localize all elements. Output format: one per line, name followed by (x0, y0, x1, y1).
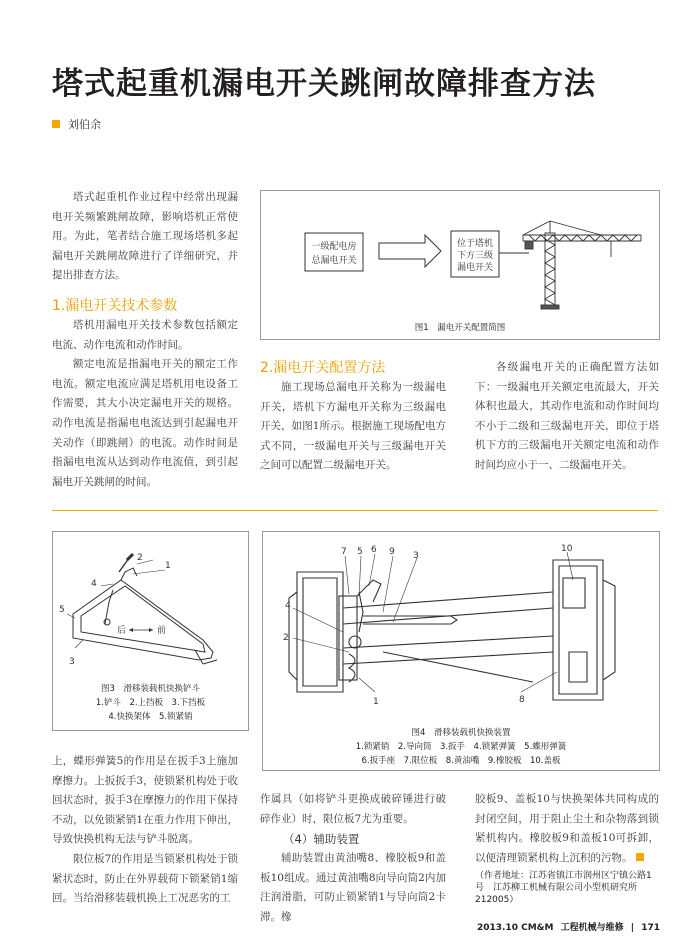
fig1-box2-line2: 下方三级 (456, 251, 494, 261)
page-footer (477, 920, 660, 933)
column-3-top (475, 358, 659, 476)
fig4-caption-title: 图4 滑移装载机快换装置 (411, 728, 511, 738)
fig3-label-5: 5 (59, 605, 65, 615)
footer-page-number: 171 (641, 923, 660, 933)
fig3-caption-line2: 4.快换架体 5.锁紧销 (108, 712, 193, 722)
column-2-bottom (260, 790, 446, 928)
figure-3-caption (53, 682, 248, 724)
fig4-label-7: 7 (341, 547, 347, 557)
fig1-arrow (379, 235, 441, 267)
fig3-arrow-right-label: 前 (157, 626, 167, 636)
footer-separator: | (630, 923, 635, 933)
author-address: （作者地址：江苏省镇江市润州区宁镇公路1号 江苏柳工机械有限公司小型机研究所 212005） (475, 871, 652, 906)
author-name: 刘伯余 (68, 118, 101, 131)
fig1-box2-line1: 位于塔机 (456, 239, 494, 249)
fig3-arrow-left-label: 后 (117, 626, 127, 636)
figure-3 (52, 531, 249, 731)
section-1-paragraph-1: 塔机用漏电开关技术参数包括额定电流、动作电流和动作时间。 (52, 318, 238, 351)
column-3-paragraph-1: 各级漏电开关的正确配置方法如下：一级漏电开关额定电流最大，开关体积也最大，其动作电流和动作时间均不小于二级和三级漏电开关，即位于塔机下方的三级漏电开关额定电流和动作时间均应小于一、二级漏电开关。 (475, 361, 659, 471)
tower-crane-illustration (523, 221, 641, 309)
section-1-heading: 1.漏电开关技术参数 (52, 297, 178, 314)
figure-4 (262, 531, 660, 771)
section-2-heading: 2.漏电开关配置方法 (260, 360, 386, 376)
fig1-box2-line3: 漏电开关 (456, 263, 494, 273)
col2-bottom-paragraph-2: 辅助装置由黄油嘴8、橡胶板9和盖板10组成。通过黄油嘴8向导向筒2内加注润滑脂，可防止锁紧销1与导向筒2卡滞。橡 (260, 852, 446, 923)
figure-1-caption: 图1 漏电开关配置简图 (414, 323, 506, 333)
footer-issue: 2013.10 CM&M (476, 923, 554, 933)
footer-journal: 工程机械与维修 (560, 923, 624, 933)
col2-bottom-paragraph-1: 作属具（如将铲斗更换成破碎锤进行破碎作业）时，限位板7尤为重要。 (260, 793, 446, 825)
fig4-label-4: 4 (285, 601, 291, 611)
fig3-label-1: 1 (165, 561, 171, 571)
figure-4-caption (263, 726, 659, 768)
col1-bottom-paragraph-1: 上，蝶形弹簧5的作用是在扳手3上施加摩擦力。上扳扳手3，使锁紧机构处于收回状态时，扳手3在摩擦力的作用下保持不动，以免锁紧销1在重力作用下伸出，导致快换机构无法与铲斗脱离。 (52, 755, 238, 846)
fig4-label-2: 2 (283, 633, 289, 643)
fig4-label-3: 3 (413, 551, 419, 561)
article-title: 塔式起重机漏电开关跳闸故障排查方法 (52, 66, 596, 102)
fig1-box1-line2: 总漏电开关 (311, 256, 357, 266)
fig4-caption-line1: 1.锁紧销 2.导向筒 3.扳手 4.锁紧弹簧 5.蝶形弹簧 (355, 742, 567, 752)
fig4-caption-line2: 6.扳手座 7.限位板 8.黄油嘴 9.橡胶板 10.盖板 (361, 756, 561, 766)
figure-1-diagram (261, 191, 659, 339)
fig3-label-4: 4 (91, 579, 97, 589)
author-marker (52, 120, 60, 128)
column-3-bottom (475, 790, 659, 906)
col3-bottom-paragraph-1 (475, 790, 659, 868)
fig1-box1-line1: 一级配电房 (311, 242, 357, 252)
fig4-label-8: 8 (519, 695, 525, 705)
fig3-label-3: 3 (69, 657, 75, 667)
section-2-paragraph-1: 施工现场总漏电开关称为一级漏电开关，塔机下方漏电开关称为三级漏电开关，如图1所示。根据施工现场配电方式不同，一级漏电开关与三级漏电开关之间可以配置二级漏电开关。 (260, 381, 446, 472)
fig3-caption-title: 图3 滑移装载机快换铲斗 (101, 684, 200, 694)
subsection-4-heading: （4）辅助装置 (283, 832, 360, 847)
section-1-paragraph-2: 额定电流是指漏电开关的额定工作电流。额定电流应满足塔机用电设备工作需要，其大小决定漏电开关的规格。动作电流是指漏电电流达到引起漏电开关动作（即跳闸）的电流。动作时间是指漏电电流从达到动作电流值，到引起漏电开关跳闸的时间。 (52, 358, 238, 488)
col1-bottom-paragraph-2: 限位板7的作用是当锁紧机构处于锁紧状态时，防止在外界载荷下锁紧销1缩回。当给滑移装载机换上工况恶劣的工 (52, 852, 238, 905)
col3-bottom-text: 胶板9、盖板10与快换架体共同构成的封闭空间，用于阻止尘土和杂物落到锁紧机构内。橡胶板9和盖板10可拆卸，以便清理锁紧机构上沉积的污物。 (475, 793, 659, 864)
column-2-top (260, 358, 446, 476)
fig3-caption-line1: 1.铲斗 2.上挡板 3.下挡板 (95, 698, 206, 708)
column-1-bottom (52, 752, 238, 909)
fig4-label-5: 5 (357, 547, 363, 557)
fig4-label-6: 6 (371, 545, 377, 555)
fig4-label-1: 1 (373, 697, 379, 707)
fig4-label-10: 10 (561, 544, 573, 554)
fig3-label-2: 2 (137, 553, 143, 563)
end-mark (636, 853, 644, 861)
figure-1 (260, 190, 660, 340)
fig4-label-9: 9 (389, 547, 395, 557)
intro-paragraph: 塔式起重机作业过程中经常出现漏电开关频繁跳闸故障，影响塔机正常使用。为此，笔者结合施工现场塔机多起漏电开关跳闸故障进行了详细研究，并提出排查方法。 (52, 191, 238, 282)
section-divider (52, 510, 658, 511)
column-1-top (52, 188, 238, 492)
